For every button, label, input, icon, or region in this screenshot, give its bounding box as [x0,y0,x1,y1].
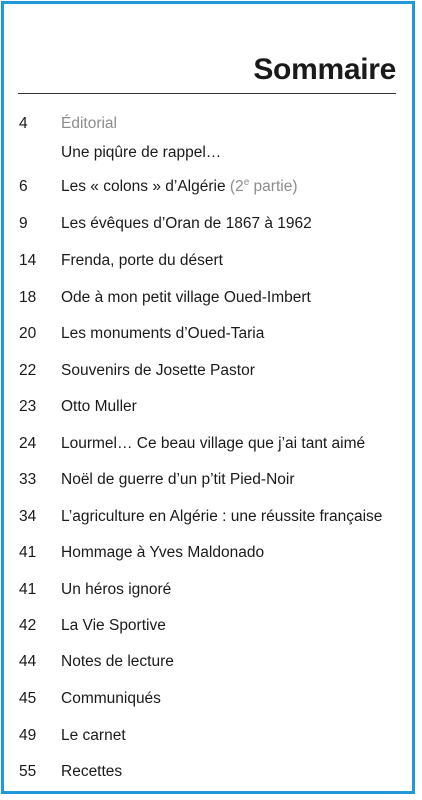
toc-entry-title: Ode à mon petit village Oued-Imbert [61,289,311,306]
toc-entry[interactable] [0,112,422,136]
toc-entry-title: Le carnet [61,727,126,744]
toc-page-number: 22 [19,362,37,379]
toc-entry-note [230,178,298,195]
toc-page-number: 34 [19,508,37,525]
toc-entry[interactable] [0,175,422,199]
toc-entry-title: L’agriculture en Algérie : une réussite française [61,508,383,525]
toc-entry[interactable] [0,724,422,748]
toc-page-number: 6 [19,178,28,195]
toc-entry-title: Frenda, porte du désert [61,252,223,269]
toc-entry-title: Communiqués [61,690,161,707]
toc-page-number: 49 [19,727,37,744]
toc-page-number: 20 [19,325,37,342]
toc-page-number: 45 [19,690,37,707]
toc-entry-title: Les « colons » d’Algérie [61,178,226,195]
toc-page-number: 9 [19,215,28,232]
toc-entry[interactable] [0,760,422,784]
toc-entry[interactable] [0,650,422,674]
toc-page-number: 42 [19,617,37,634]
toc-note-suffix: partie) [249,178,298,195]
toc-entry-subtitle-row[interactable] [0,141,422,165]
toc-page-number: 33 [19,471,37,488]
toc-page-number: 18 [19,289,37,306]
toc-entry[interactable] [0,468,422,492]
toc-page-number: 41 [19,544,37,561]
toc-entry[interactable] [0,432,422,456]
toc-entry[interactable] [0,359,422,383]
title-divider [18,93,396,94]
toc-entry[interactable] [0,212,422,236]
toc-entry-title: Hommage à Yves Maldonado [61,544,265,561]
toc-page-number: 23 [19,398,37,415]
toc-entry[interactable] [0,286,422,310]
toc-page-number: 4 [19,115,28,132]
toc-entry[interactable] [0,541,422,565]
toc-note-prefix: (2 [229,178,244,195]
toc-entry[interactable] [0,578,422,602]
toc-entry-title: Noël de guerre d’un p’tit Pied-Noir [61,471,295,488]
toc-entry-title: Les monuments d’Oued-Taria [61,325,265,342]
toc-page-number: 55 [19,763,37,780]
toc-entry-title: Recettes [61,763,123,780]
toc-page-number: 41 [19,581,37,598]
toc-entry-title: Souvenirs de Josette Pastor [61,362,255,379]
toc-entry[interactable] [0,687,422,711]
toc-entry-title: Otto Muller [61,398,137,415]
toc-entry-title: Les évêques d’Oran de 1867 à 1962 [61,215,312,232]
toc-page-number: 14 [19,252,37,269]
toc-entry[interactable] [0,614,422,638]
toc-entry-subtitle: Une piqûre de rappel… [61,144,222,161]
toc-page-number: 24 [19,435,37,452]
toc-entry-title: Un héros ignoré [61,581,172,598]
toc-entry[interactable] [0,505,422,529]
toc-entry-title: Notes de lecture [61,653,174,670]
toc-entry[interactable] [0,395,422,419]
toc-entry[interactable] [0,249,422,273]
toc-note-superscript: e [243,176,250,188]
toc-entry-title: Éditorial [61,115,117,132]
toc-page-number: 44 [19,653,37,670]
toc-entry-title: La Vie Sportive [61,617,166,634]
toc-entry-title: Lourmel… Ce beau village que j’ai tant aimé [61,435,366,452]
toc-entry-title-group [61,175,298,199]
toc-entry[interactable] [0,322,422,346]
page-title: Sommaire [253,53,396,86]
